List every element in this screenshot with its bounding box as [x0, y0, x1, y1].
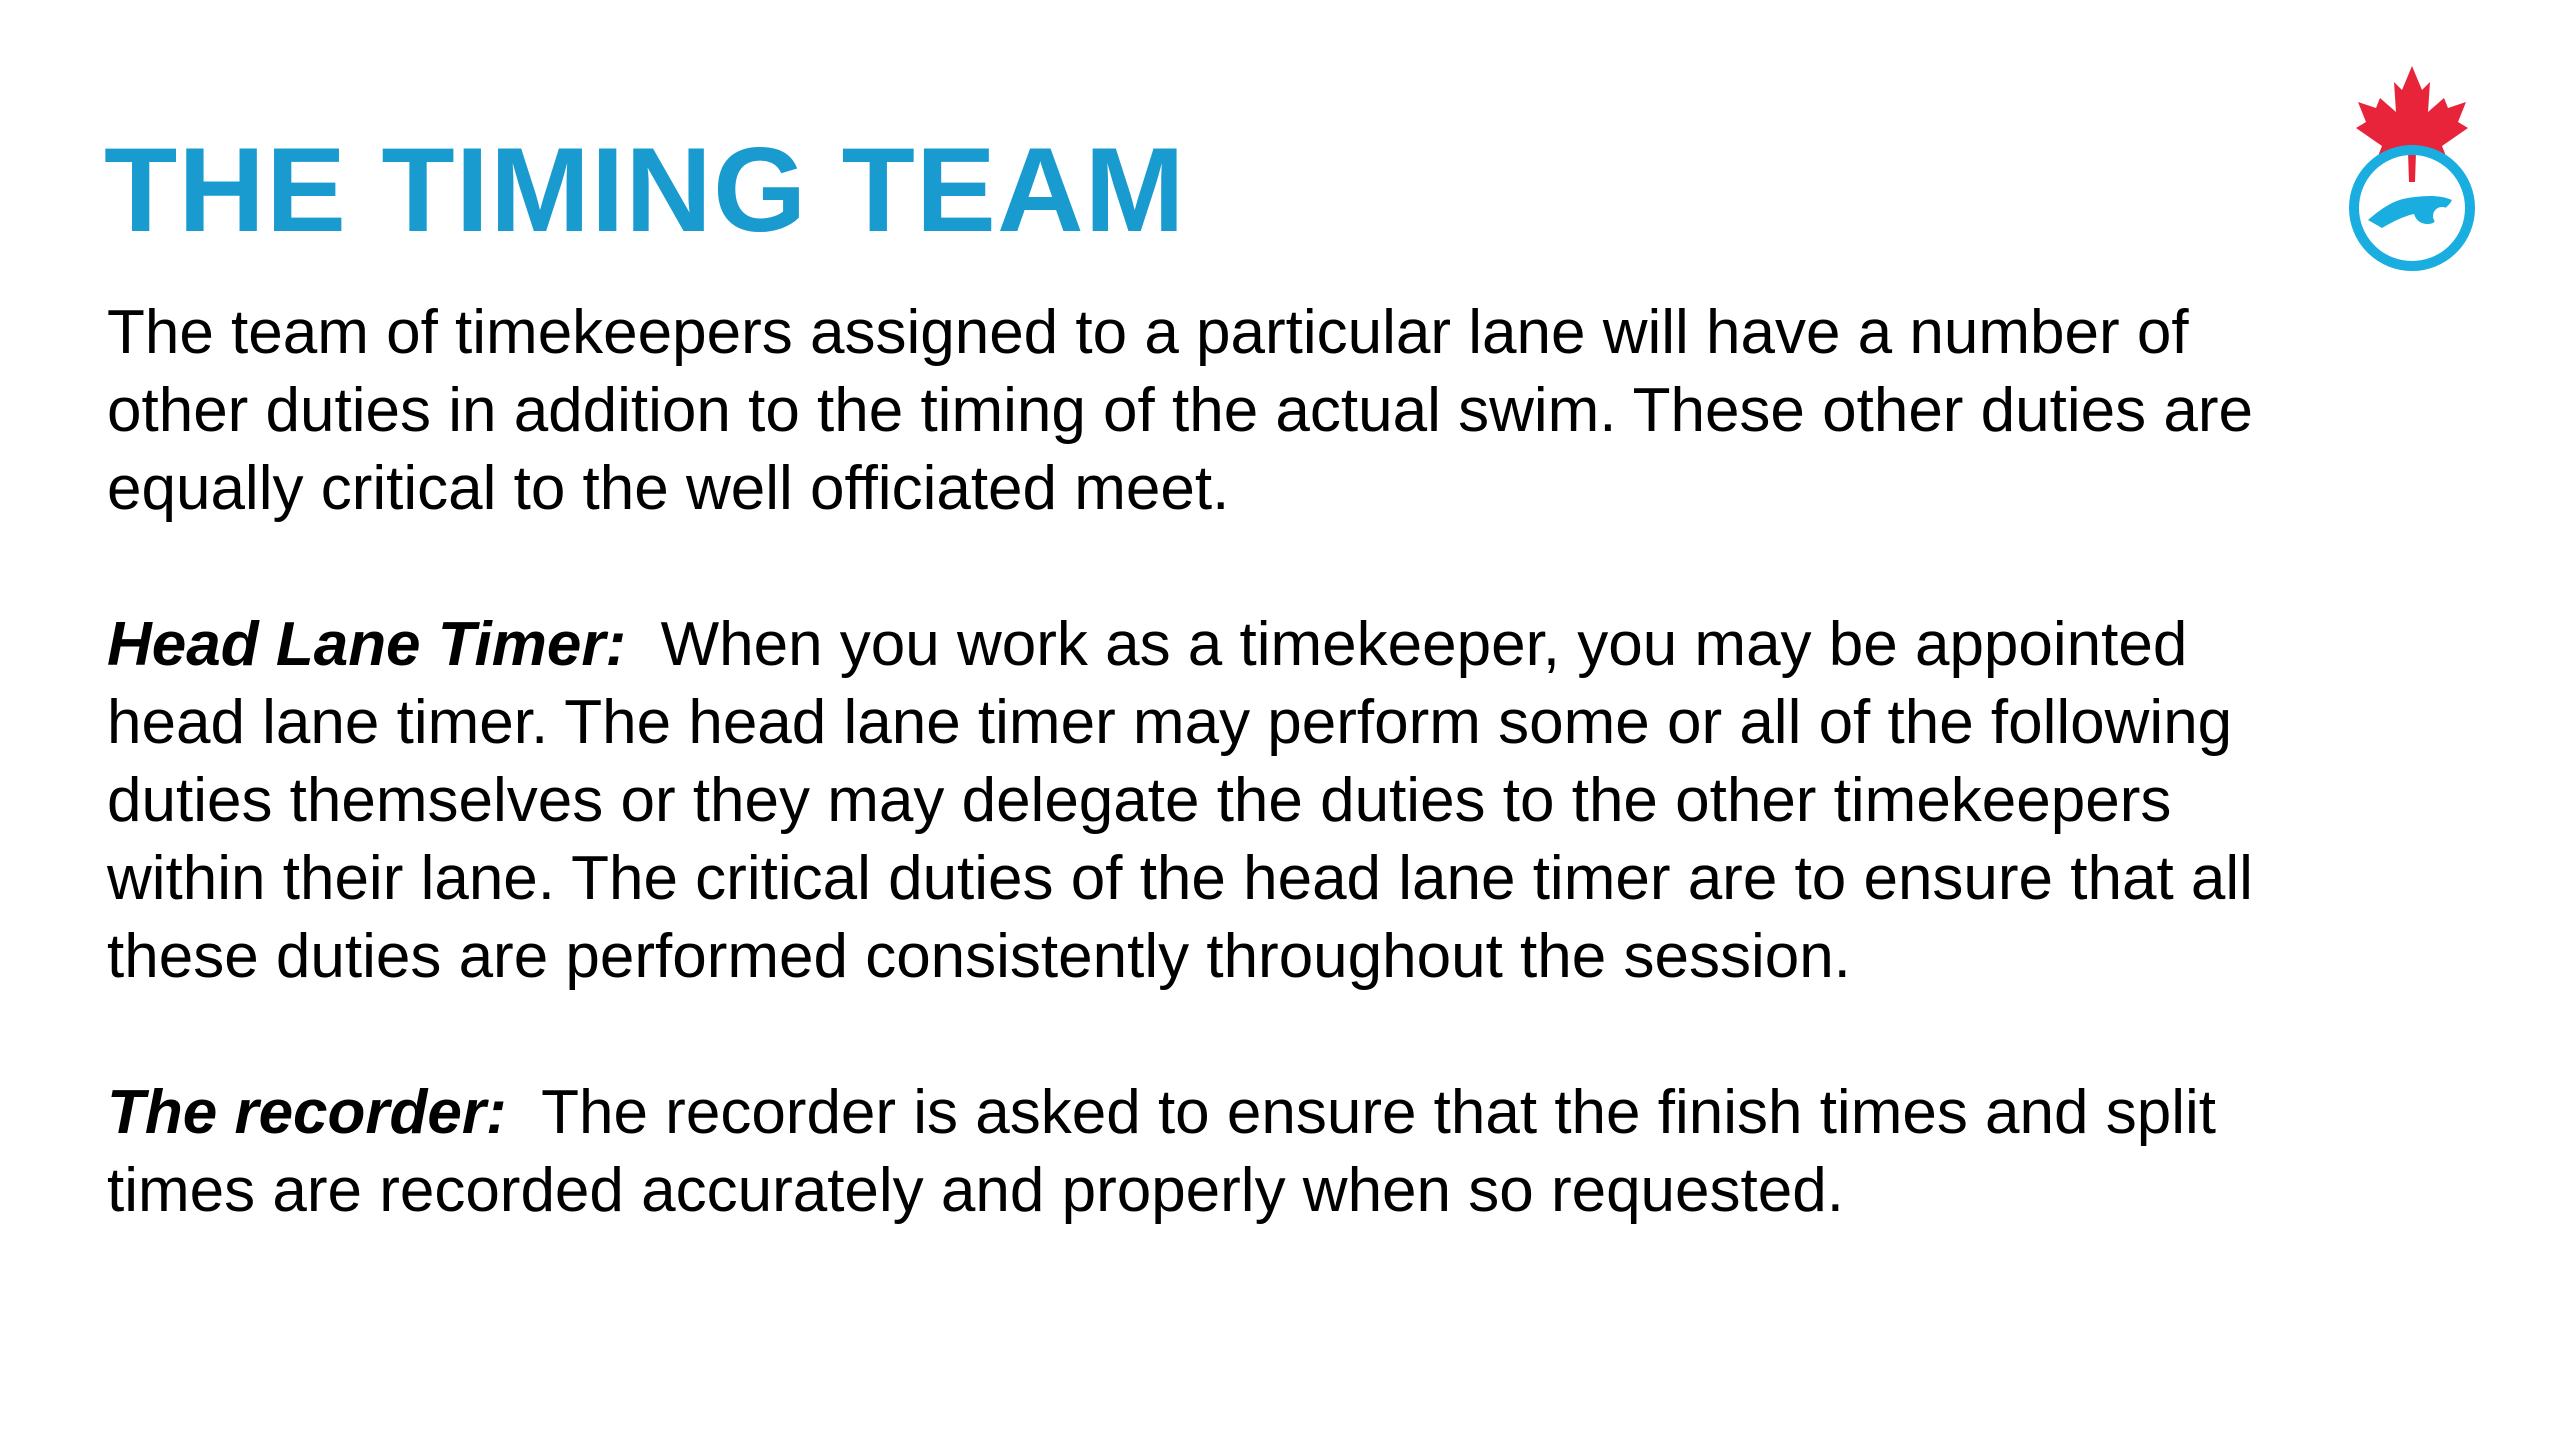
recorder-paragraph: [107, 1074, 2337, 1230]
intro-paragraph: [107, 294, 2337, 528]
head-lane-timer-paragraph: [107, 606, 2337, 996]
slide-body: [107, 294, 2337, 1230]
recorder-text: The recorder is asked to ensure that the finish times and split times are recorded accurately and properly when so requested.: [107, 1078, 2216, 1225]
swimmer-head: [2433, 207, 2451, 225]
page-title: THE TIMING TEAM: [104, 123, 1186, 257]
head-lane-timer-term: Head Lane Timer:: [107, 610, 627, 679]
head-lane-timer-text: When you work as a timekeeper, you may be appointed head lane timer. The head lane timer may perform some or all of the following duties themselves or they may delegate the duties to the other timekeepers within their lane. The critical duties of the head lane timer are to ensure that all these duties are performed consistently throughout the session.: [107, 610, 2253, 991]
recorder-term: The recorder:: [107, 1078, 507, 1147]
intro-text: The team of timekeepers assigned to a particular lane will have a number of other duties in addition to the timing of the actual swim. These other duties are equally critical to the well officiated meet.: [107, 298, 2253, 523]
swimming-canada-logo-icon: [2342, 62, 2482, 276]
